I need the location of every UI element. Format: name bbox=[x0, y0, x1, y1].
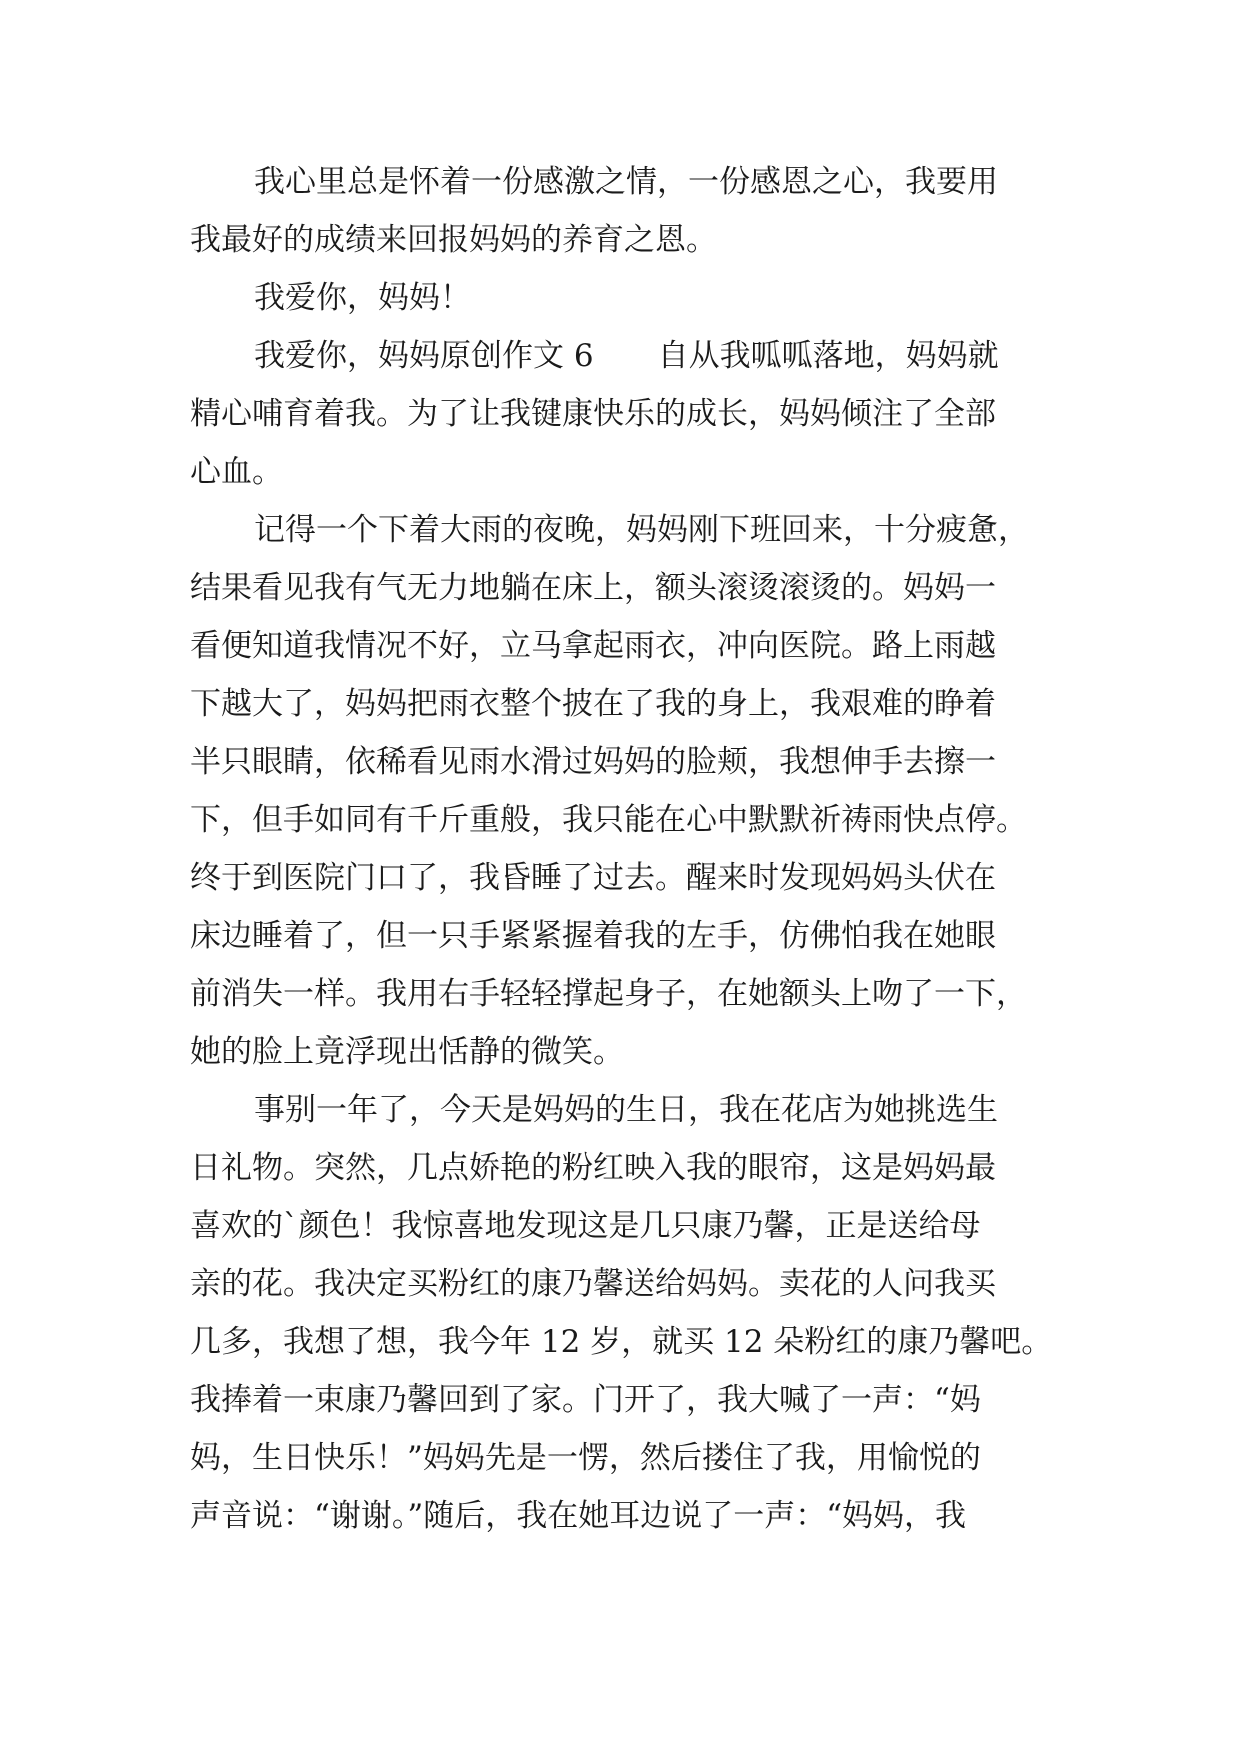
paragraph-line: 事别一年了，今天是妈妈的生日，我在花店为她挑选生 bbox=[254, 1092, 998, 1128]
paragraph-line: 终于到医院门口了，我昏睡了过去。醒来时发现妈妈头伏在 bbox=[190, 860, 996, 896]
paragraph-line: 前消失一样。我用右手轻轻撑起身子，在她额头上吻了一下， bbox=[190, 976, 1027, 1012]
paragraph-line: 喜欢的`颜色！我惊喜地发现这是几只康乃馨，正是送给母 bbox=[190, 1208, 981, 1244]
paragraph-line: 我爱你，妈妈！ bbox=[254, 280, 471, 316]
paragraph-line: 精心哺育着我。为了让我键康快乐的成长，妈妈倾注了全部 bbox=[190, 396, 996, 432]
section-heading: 我爱你，妈妈原创作文 6 bbox=[254, 338, 594, 374]
paragraph-line: 记得一个下着大雨的夜晚，妈妈刚下班回来，十分疲惫， bbox=[254, 512, 1029, 548]
paragraph-line: 我最好的成绩来回报妈妈的养育之恩。 bbox=[190, 222, 717, 258]
paragraph-text: 自从我呱呱落地，妈妈就 bbox=[657, 338, 999, 374]
paragraph-line: 亲的花。我决定买粉红的康乃馨送给妈妈。卖花的人问我买 bbox=[190, 1266, 996, 1302]
paragraph-line: 我心里总是怀着一份感激之情，一份感恩之心，我要用 bbox=[254, 164, 998, 200]
paragraph-line: 看便知道我情况不好，立马拿起雨衣，冲向医院。路上雨越 bbox=[190, 628, 996, 664]
paragraph-line: 妈，生日快乐！”妈妈先是一愣，然后搂住了我，用愉悦的 bbox=[190, 1440, 981, 1476]
paragraph-line: 几多，我想了想，我今年 12 岁，就买 12 朵粉红的康乃馨吧。 bbox=[190, 1324, 1053, 1360]
paragraph-line: 心血。 bbox=[190, 454, 283, 490]
paragraph-line: 声音说：“谢谢。”随后，我在她耳边说了一声：“妈妈，我 bbox=[190, 1498, 967, 1534]
paragraph-line: 床边睡着了，但一只手紧紧握着我的左手，仿佛怕我在她眼 bbox=[190, 918, 996, 954]
section-heading-line bbox=[190, 327, 1050, 385]
paragraph-line: 我捧着一束康乃馨回到了家。门开了，我大喊了一声：“妈 bbox=[190, 1382, 981, 1418]
paragraph-line: 下，但手如同有千斤重般，我只能在心中默默祈祷雨快点停。 bbox=[190, 802, 1027, 838]
paragraph-line: 下越大了，妈妈把雨衣整个披在了我的身上，我艰难的睁着 bbox=[190, 686, 996, 722]
paragraph-line: 结果看见我有气无力地躺在床上，额头滚烫滚烫的。妈妈一 bbox=[190, 570, 996, 606]
document-body bbox=[190, 153, 1053, 1545]
paragraph-line: 半只眼睛，依稀看见雨水滑过妈妈的脸颊，我想伸手去擦一 bbox=[190, 744, 996, 780]
paragraph-line: 她的脸上竟浮现出恬静的微笑。 bbox=[190, 1034, 624, 1070]
paragraph-line: 日礼物。突然，几点娇艳的粉红映入我的眼帘，这是妈妈最 bbox=[190, 1150, 996, 1186]
